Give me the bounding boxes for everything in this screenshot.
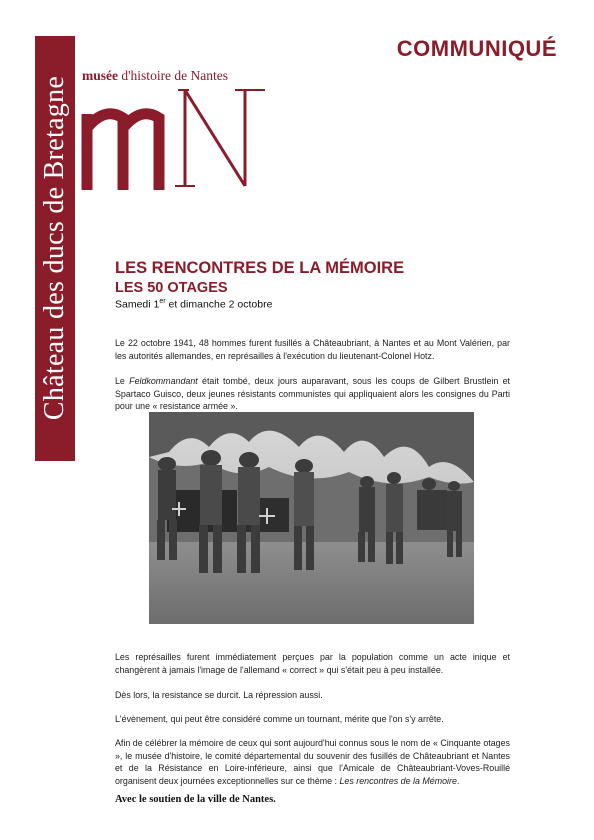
paragraph-2: Le Feldkommandant était tombé, deux jours auparavant, sous les coups de Gilbert Brustlein et Spartaco Guisco, deux jeunes résistants communistes qui appliquaient alors les consignes du Parti pour une « resistance armée ». <box>115 376 510 411</box>
support-note: Avec le soutien de la ville de Nantes. <box>115 794 276 805</box>
article-title: LES RENCONTRES DE LA MÉMOIRE <box>115 259 405 277</box>
paragraph-3: Les représailles furent immédiatement perçues par la population comme un acte inique et changèrent à jamais l'image de l'allemand « correct » qui s'était peu à peu installée. <box>115 652 510 675</box>
communique-label: COMMUNIQUÉ <box>396 36 557 61</box>
paragraph-6: Afin de célébrer la mémoire de ceux qui sont aujourd'hui connus sous le nom de « Cinquante otages », le musée d'histoire, le comité départemental du souvenir des fusillés de Châteaubriant et Nantes et de la Résistance en Loire-inférieure, ainsi que l'Amicale de Châteaubriant-Voves-Rouillé organisent deux journées exceptionnelles sur ce thème : Les rencontres de la Mémoire. <box>115 738 510 786</box>
paragraph-5: L'évènement, qui peut être considéré comme un tournant, mérite que l'on s'y arrête. <box>115 714 444 724</box>
paragraph-4: Dès lors, la resistance se durcit. La répression aussi. <box>115 690 323 700</box>
event-dates: Samedi 1er et dimanche 2 octobre <box>115 298 273 311</box>
article-subtitle: LES 50 OTAGES <box>115 280 228 296</box>
museum-logo <box>75 68 275 196</box>
paragraph-1: Le 22 octobre 1941, 48 hommes furent fusillés à Châteaubriant, à Nantes et au Mont Valérien, par les autorités allemandes, en représailles à l'exécution du lieutenant-Colonel Hotz. <box>115 338 510 361</box>
logo-caption: musée d'histoire de Nantes <box>82 68 229 83</box>
side-title: Château des ducs de Bretagne <box>39 75 70 421</box>
historical-photo <box>149 412 474 624</box>
